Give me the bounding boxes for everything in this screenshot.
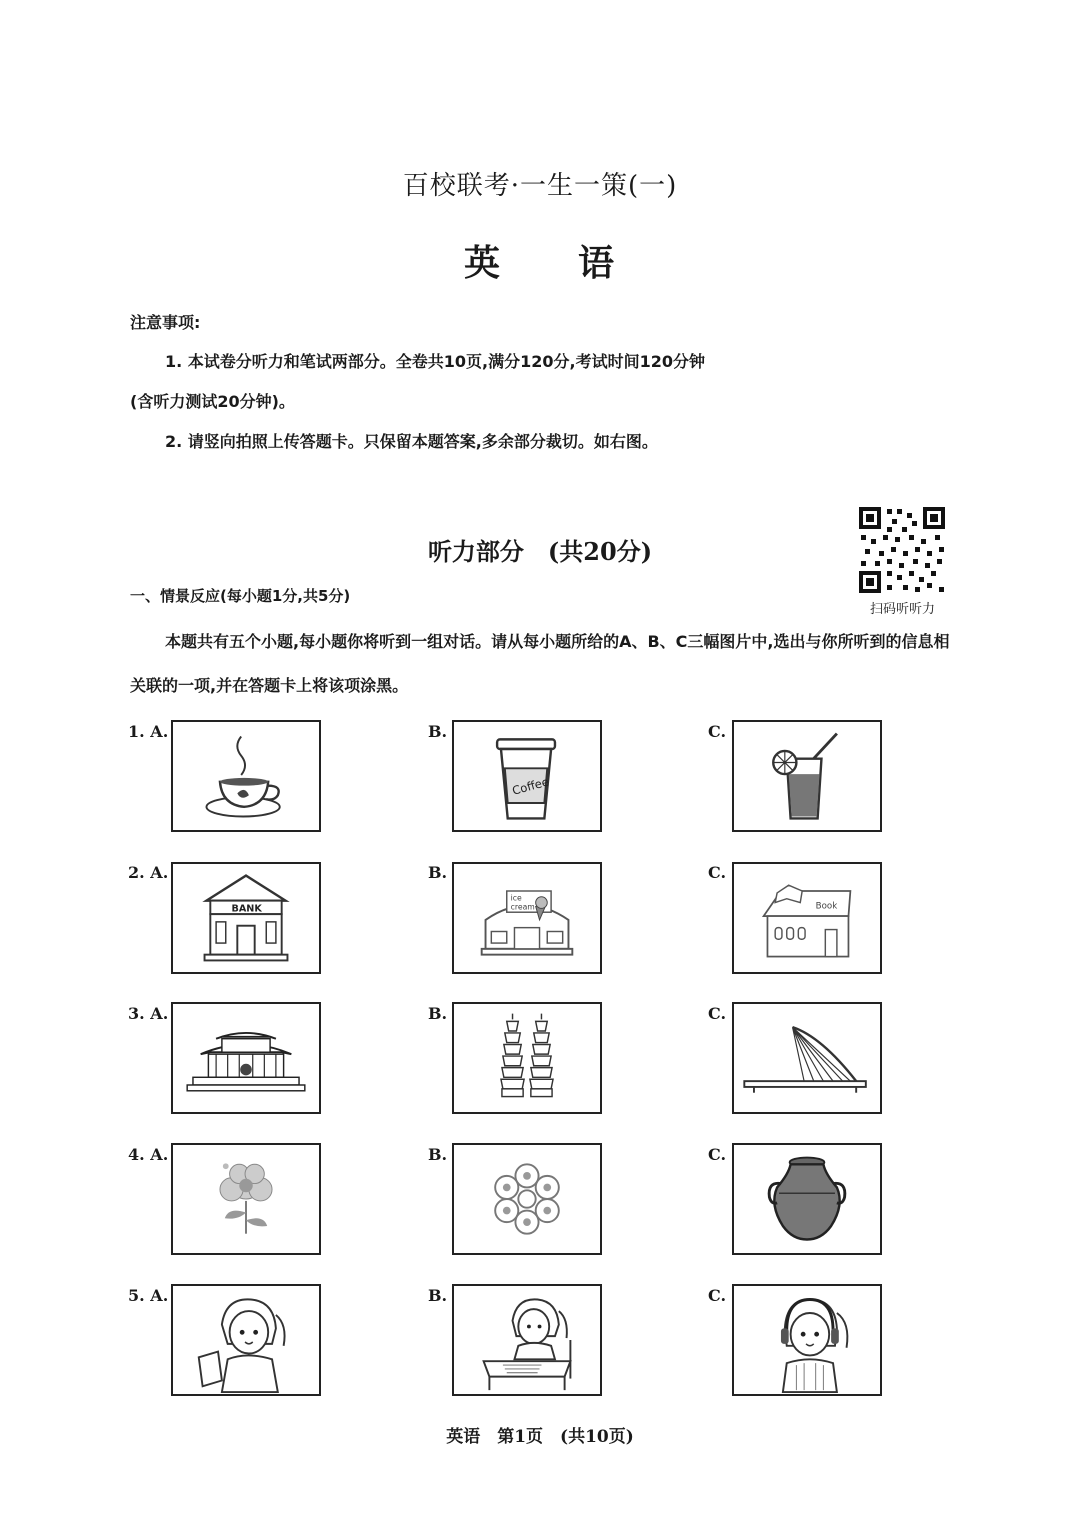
q2-label-a: 2. A. xyxy=(128,863,169,882)
q3-label-a: 3. A. xyxy=(128,1004,169,1023)
bank-text: BANK xyxy=(231,903,262,915)
peony-flower-icon xyxy=(173,1145,319,1253)
book-text: Book xyxy=(815,901,838,912)
q2-label-b: B. xyxy=(428,863,448,882)
exam-title: 百校联考·一生一策(一) xyxy=(402,171,678,201)
part1-instructions: 本题共有五个小题,每小题你将听到一组对话。请从每小题所给的A、B、C三幅图片中,选出与你所听到的信息相关联的一项,并在答题卡上将该项涂黑。 xyxy=(130,632,950,695)
q5-label-b: B. xyxy=(428,1286,448,1305)
qr-label: 扫码听听力 xyxy=(869,602,935,617)
bookstore-icon xyxy=(734,864,880,972)
q2-option-a[interactable] xyxy=(171,862,321,974)
q1-option-c[interactable] xyxy=(732,720,882,832)
girl-reading-icon xyxy=(173,1286,319,1394)
cream-text: cream xyxy=(510,902,535,912)
q5-label-c: C. xyxy=(708,1286,727,1305)
girl-headphones-icon xyxy=(734,1286,880,1394)
q1-option-a[interactable] xyxy=(171,720,321,832)
q1-option-b[interactable] xyxy=(452,720,602,832)
ice-text: ice xyxy=(510,893,522,903)
part1-heading: 一、情景反应(每小题1分,共5分) xyxy=(130,587,351,605)
q4-option-b[interactable] xyxy=(452,1143,602,1255)
q1-label-a: 1. A. xyxy=(128,722,169,741)
listening-section-title: 听力部分 (共20分) xyxy=(427,537,653,566)
hot-tea-cup-icon xyxy=(173,722,319,830)
q5-option-b[interactable] xyxy=(452,1284,602,1396)
paper-cut-icon xyxy=(454,1145,600,1253)
q3-option-c[interactable] xyxy=(732,1002,882,1114)
coffee-cup-icon xyxy=(454,722,600,830)
twin-pagodas-icon xyxy=(454,1004,600,1112)
q5-option-a[interactable] xyxy=(171,1284,321,1396)
q3-label-b: B. xyxy=(428,1004,448,1023)
cable-bridge-icon xyxy=(734,1004,880,1112)
q3-option-b[interactable] xyxy=(452,1002,602,1114)
q4-option-c[interactable] xyxy=(732,1143,882,1255)
q4-option-a[interactable] xyxy=(171,1143,321,1255)
chinese-temple-icon xyxy=(173,1004,319,1112)
q2-option-b[interactable] xyxy=(452,862,602,974)
juice-glass-icon xyxy=(734,722,880,830)
page-footer: 英语 第1页 (共10页) xyxy=(446,1427,634,1447)
bank-building-icon xyxy=(173,864,319,972)
q1-label-c: C. xyxy=(708,722,727,741)
note-item-1: 1. 本试卷分听力和笔试两部分。全卷共10页,满分120分,考试时间120分钟(含听力测试20分钟)。 xyxy=(130,352,706,411)
q5-label-a: 5. A. xyxy=(128,1286,169,1305)
q1-label-b: B. xyxy=(428,722,448,741)
note-item-2: 2. 请竖向拍照上传答题卡。只保留本题答案,多余部分裁切。如右图。 xyxy=(165,432,658,451)
ice-cream-shop-icon xyxy=(454,864,600,972)
q3-option-a[interactable] xyxy=(171,1002,321,1114)
coffee-text: Coffee xyxy=(510,774,551,798)
q5-option-c[interactable] xyxy=(732,1284,882,1396)
clay-pot-icon xyxy=(734,1145,880,1253)
q2-option-c[interactable] xyxy=(732,862,882,974)
subject-title: 英 语 xyxy=(463,242,616,284)
q3-label-c: C. xyxy=(708,1004,727,1023)
q4-label-c: C. xyxy=(708,1145,727,1164)
girl-writing-icon xyxy=(454,1286,600,1394)
notes-heading: 注意事项: xyxy=(130,313,201,332)
q4-label-b: B. xyxy=(428,1145,448,1164)
q2-label-c: C. xyxy=(708,863,727,882)
q4-label-a: 4. A. xyxy=(128,1145,169,1164)
